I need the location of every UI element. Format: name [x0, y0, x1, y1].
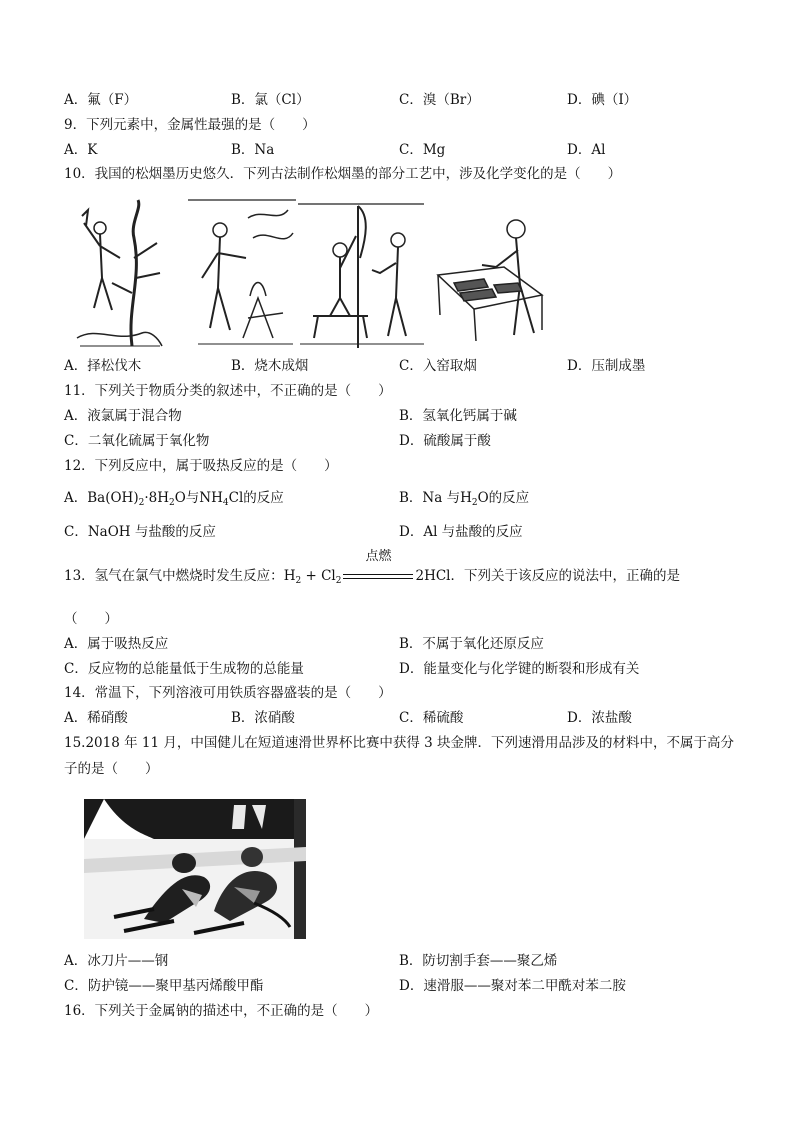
q8-option-c: C．溴（Br） — [399, 92, 480, 108]
q11-option-d: D．硫酸属于酸 — [399, 433, 491, 449]
q12-option-a — [64, 489, 284, 512]
q9-option-a: A．K — [64, 142, 98, 158]
q16-stem: 16．下列关于金属钠的描述中，不正确的是（ ） — [64, 1003, 379, 1019]
q9-option-d: D．Al — [567, 142, 606, 158]
q14-stem: 14．常温下，下列溶液可用铁质容器盛装的是（ ） — [64, 685, 392, 701]
q15-option-a: A．冰刀片——钢 — [64, 953, 169, 969]
equation-2hcl: 2HCl — [415, 568, 451, 584]
q13-option-d: D．能量变化与化学键的断裂和形成有关 — [399, 661, 640, 677]
reaction-condition: 点燃 — [365, 548, 392, 564]
q12-stem: 12．下列反应中，属于吸热反应的是（ ） — [64, 458, 338, 474]
equation-h2-cl2: $H_2 + Cl_2$ — [283, 568, 342, 586]
q10-option-a: A．择松伐木 — [64, 358, 142, 374]
q13-option-a: A．属于吸热反应 — [64, 636, 169, 652]
q15-stem-line1: 15.2018 年 11 月，中国健儿在短道速滑世界杯比赛中获得 3 块金牌．下列速滑用品涉及的材料中，不属于高分 — [64, 735, 735, 751]
q9-option-b: B．Na — [231, 142, 275, 158]
q13-stem — [64, 548, 680, 590]
q13-option-c: C．反应物的总能量低于生成物的总能量 — [64, 661, 304, 677]
q8-option-a: A．氟（F） — [64, 92, 138, 108]
double-line-icon — [343, 574, 413, 579]
q13-stem-suffix: ．下列关于该反应的说法中，正确的是 — [450, 568, 680, 584]
q11-stem: 11．下列关于物质分类的叙述中，不正确的是（ ） — [64, 383, 392, 399]
q13-stem-prefix: 13．氢气在氯气中燃烧时发生反应： — [64, 568, 284, 584]
q14-option-b: B．浓硝酸 — [231, 710, 295, 726]
q15-option-d: D．速滑服——聚对苯二甲酰对苯二胺 — [399, 978, 626, 994]
q9-stem: 9．下列元素中，金属性最强的是（ ） — [64, 117, 316, 133]
q11-option-b: B．氢氧化钙属于碱 — [399, 408, 517, 424]
q9-option-c: C．Mg — [399, 142, 446, 158]
q15-stem-line2: 子的是（ ） — [64, 761, 159, 777]
q11-option-a: A．液氯属于混合物 — [64, 408, 182, 424]
q12-option-b — [399, 489, 529, 512]
illustration-burn-wood — [188, 198, 298, 348]
photo-speed-skaters — [84, 799, 306, 939]
q15-option-c: C．防护镜——聚甲基丙烯酸甲酯 — [64, 978, 264, 994]
q13-option-b: B．不属于氧化还原反应 — [399, 636, 544, 652]
q12-option-b-suffix: 的反应 — [488, 490, 530, 506]
q12-option-a-prefix: A． — [64, 490, 88, 506]
q13-paren: （ ） — [64, 611, 118, 627]
q11-option-c: C．二氧化硫属于氧化物 — [64, 433, 210, 449]
q12-option-d: D．Al 与盐酸的反应 — [399, 524, 523, 540]
formula-nh4cl: $NH_4Cl$ — [199, 490, 244, 508]
q8-option-b: B．氯（Cl） — [231, 92, 310, 108]
illustration-cut-pine — [72, 198, 164, 348]
formula-h2o: $H_2O$ — [460, 490, 489, 508]
q12-option-c: C．NaOH 与盐酸的反应 — [64, 524, 216, 540]
formula-baoh2-8h2o: $Ba(OH)_2\cdot 8H_2O$ — [87, 490, 186, 508]
q12-option-a-mid: 与 — [185, 490, 200, 506]
q14-option-a: A．稀硝酸 — [64, 710, 128, 726]
q14-option-c: C．稀硫酸 — [399, 710, 464, 726]
q12-option-b-prefix: B．Na 与 — [399, 490, 461, 506]
q10-stem: 10．我国的松烟墨历史悠久．下列古法制作松烟墨的部分工艺中，涉及化学变化的是（ ） — [64, 166, 622, 182]
reaction-arrow — [343, 548, 413, 586]
q8-option-d: D．碘（I） — [567, 92, 638, 108]
q10-option-c: C．入窑取烟 — [399, 358, 477, 374]
q10-option-d: D．压制成墨 — [567, 358, 646, 374]
illustration-press-ink — [434, 205, 552, 345]
q14-option-d: D．浓盐酸 — [567, 710, 632, 726]
illustration-kiln-soot — [298, 198, 426, 348]
q12-option-a-suffix: 的反应 — [243, 490, 284, 506]
q15-option-b: B．防切割手套——聚乙烯 — [399, 953, 558, 969]
q10-option-b: B．烧木成烟 — [231, 358, 309, 374]
